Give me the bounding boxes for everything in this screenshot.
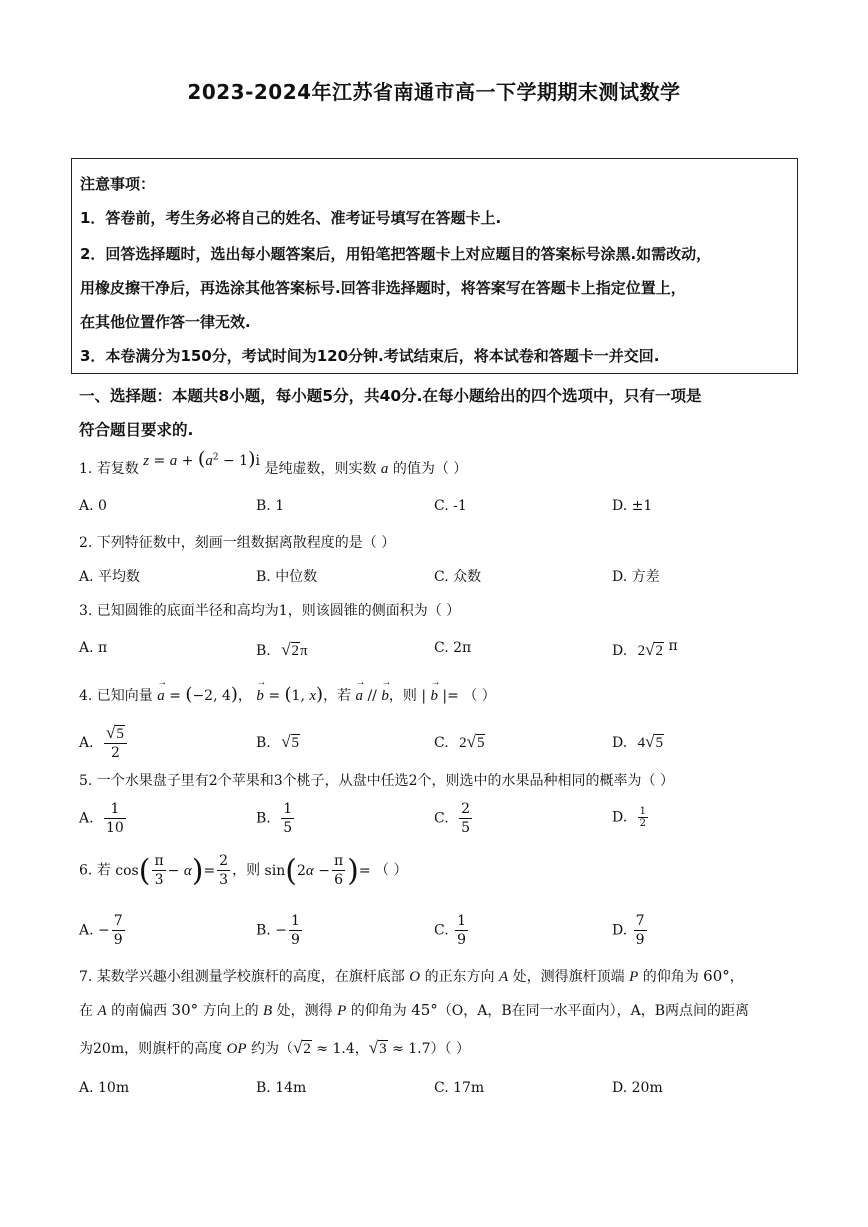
q1-var: a <box>380 461 389 477</box>
question-4: 4. 已知向量 → a = (−2, 4)， → b = (1, x)，若 → a // → b，则 | → b |= （ ） <box>79 684 496 705</box>
notice-line-4: 在其他位置作答一律无效. <box>80 313 251 331</box>
q1-option-a: A. 0 <box>79 498 107 514</box>
page-title: 2023-2024年江苏省南通市高一下学期期末测试数学 <box>187 80 681 104</box>
question-7-line-1: 7. 某数学兴趣小组测量学校旗杆的高度，在旗杆底部 O 的正东方向 A 处，测得旗杆顶端 P 的仰角为 60°， <box>79 967 744 985</box>
notice-box <box>71 158 798 374</box>
q1-option-b: B. 1 <box>256 498 285 514</box>
q4-option-d: D. 4√5 <box>612 732 663 751</box>
q1-formula: $z = a + (a^2 - 1)i$ <box>143 448 260 470</box>
question-1 <box>79 448 468 478</box>
q1-tail: 的值为（ ） <box>392 461 468 477</box>
q7-option-d: D. 20m <box>612 1080 663 1096</box>
q7-option-c: C. 17m <box>434 1080 485 1096</box>
notice-line-5: 3．本卷满分为150分，考试时间为120分钟.考试结束后，将本试卷和答题卡一并交回. <box>80 347 660 365</box>
q1-option-c: C. -1 <box>434 498 467 514</box>
q3-option-b: B. √2π <box>256 640 308 659</box>
q4-option-b: B. √5 <box>256 732 300 751</box>
q6-option-d: D. $\frac{7}{9}$ <box>612 913 645 948</box>
q4-vector-b: → b = (1, x) <box>256 688 323 704</box>
q1-prefix: 1. 若复数 <box>79 461 139 477</box>
notice-heading: 注意事项： <box>80 175 156 193</box>
q4-prefix: 4. 已知向量 <box>79 688 153 704</box>
q6-option-c: C. $\frac{1}{9}$ <box>434 913 467 948</box>
q2-option-a: A. 平均数 <box>79 569 141 585</box>
question-5: 5. 一个水果盘子里有2个苹果和3个桃子，从盘中任选2个，则选中的水果品种相同的概率为（ ） <box>79 773 674 789</box>
section-heading-line-2: 符合题目要求的. <box>79 421 194 439</box>
q4-parallel: → a // → b <box>356 688 389 704</box>
question-7-line-2: 在 A 的南偏西 30° 方向上的 B 处，测得 P 的仰角为 45°（O，A，B在同一水平面内），A，B两点间的距离 <box>79 1001 750 1019</box>
q5-option-b: B. $\frac{1}{5}$ <box>256 801 293 836</box>
question-7-line-3: 为20m，则旗杆的高度 OP 约为（√2 ≈ 1.4，√3 ≈ 1.7）（ ） <box>79 1038 470 1057</box>
question-6: 6. 若 cos( $\frac{\pi}{3}$ − α)= $\frac{2}{3}$ ，则 sin(2α − $\frac{\pi}{6}$ )= （ ） <box>79 853 408 888</box>
q5-option-d: D. $\frac{1}{2}$ <box>612 806 647 829</box>
q6-prefix: 6. 若 <box>79 862 111 879</box>
q1-suffix: 是纯虚数，则实数 <box>264 461 377 477</box>
q3-option-a: A. π <box>79 640 108 656</box>
q3-option-c: C. 2π <box>434 640 472 656</box>
q2-option-d: D. 方差 <box>612 569 660 585</box>
q7-option-b: B. 14m <box>256 1080 307 1096</box>
notice-line-1: 1．答卷前，考生务必将自己的姓名、准考证号填写在答题卡上. <box>80 209 502 227</box>
q2-option-c: C. 众数 <box>434 569 482 585</box>
q3-option-d: D. 2√2 π <box>612 638 678 659</box>
q4-norm: | → b |= <box>421 688 459 704</box>
q4-option-c: C. 2√5 <box>434 732 485 751</box>
q4-vector-a: → a = (−2, 4) <box>157 688 238 704</box>
q5-option-a: A. $\frac{1}{10}$ <box>79 801 124 836</box>
q6-target: sin(2α − $\frac{\pi}{6}$ )= <box>264 853 371 888</box>
q4-option-a: A. $\frac{√5}{2}$ <box>79 724 129 762</box>
q2-option-b: B. 中位数 <box>256 569 318 585</box>
section-heading-line-1: 一、选择题：本题共8小题，每小题5分，共40分.在每小题给出的四个选项中，只有一项是 <box>79 387 702 405</box>
question-3: 3. 已知圆锥的底面半径和高均为1，则该圆锥的侧面积为（ ） <box>79 603 461 619</box>
q6-option-a: A. − $\frac{7}{9}$ <box>79 913 123 948</box>
q5-option-c: C. $\frac{2}{5}$ <box>434 801 471 836</box>
question-2: 2. 下列特征数中，刻画一组数据离散程度的是（ ） <box>79 535 396 551</box>
q1-option-d: D. ±1 <box>612 498 653 514</box>
q6-option-b: B. − $\frac{1}{9}$ <box>256 913 300 948</box>
q6-condition: cos( $\frac{\pi}{3}$ − α)= $\frac{2}{3}$ <box>115 853 229 888</box>
notice-line-2: 2．回答选择题时，选出每小题答案后，用铅笔把答题卡上对应题目的答案标号涂黑.如需改动， <box>80 245 712 263</box>
notice-line-3: 用橡皮擦干净后，再选涂其他答案标号.回答非选择题时，将答案写在答题卡上指定位置上， <box>80 279 686 297</box>
q7-option-a: A. 10m <box>79 1080 130 1096</box>
